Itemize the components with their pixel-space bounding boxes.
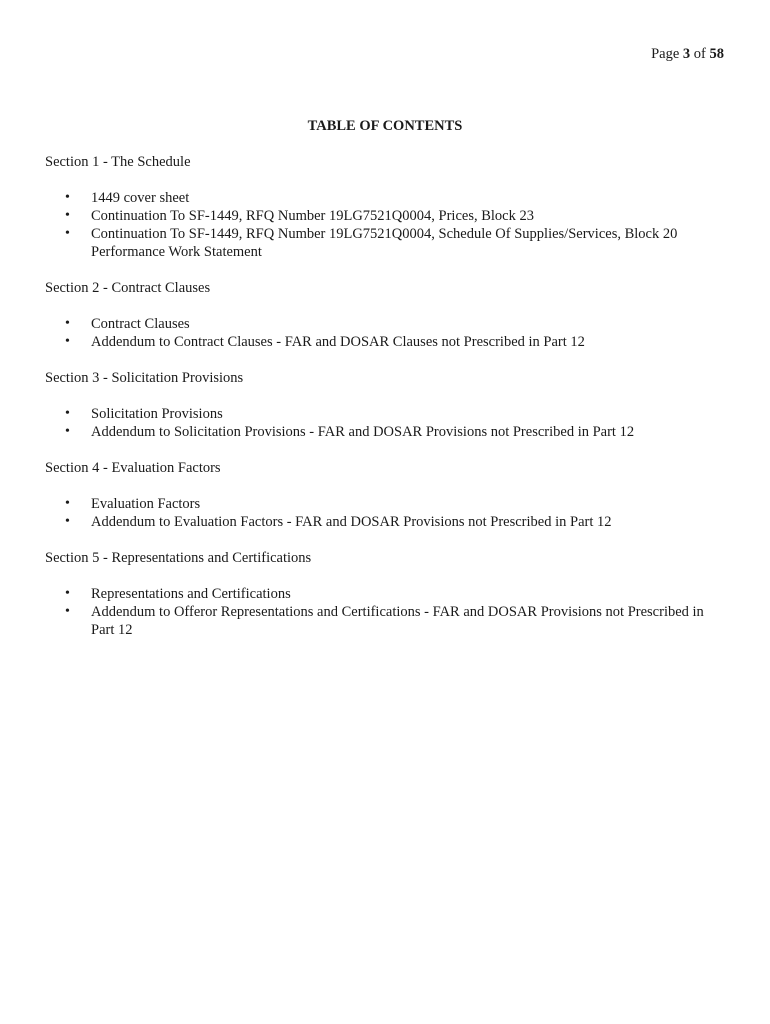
bullet-icon: •	[65, 316, 70, 331]
bullet-icon: •	[65, 226, 70, 241]
list-item-text: Evaluation Factors	[91, 496, 201, 512]
section-heading[interactable]: Section 3 - Solicitation Provisions	[45, 370, 244, 386]
bullet-icon: •	[65, 424, 70, 439]
bullet-icon: •	[65, 586, 70, 601]
bullet-icon: •	[65, 190, 70, 205]
section-items	[45, 189, 725, 261]
bullet-icon: •	[65, 208, 70, 223]
list-item[interactable]	[45, 585, 725, 603]
list-item[interactable]	[45, 207, 725, 225]
bullet-icon: •	[65, 514, 70, 529]
toc-section-1	[45, 153, 725, 261]
section-items	[45, 405, 725, 441]
list-item-text: Representations and Certifications	[91, 586, 291, 602]
section-heading[interactable]: Section 4 - Evaluation Factors	[45, 460, 221, 476]
list-item-text: 1449 cover sheet	[91, 190, 190, 206]
bullet-icon: •	[65, 334, 70, 349]
page-number	[651, 46, 724, 63]
list-item-text: Addendum to Solicitation Provisions - FAR and DOSAR Provisions not Prescribed in Part 12	[91, 424, 635, 440]
list-item[interactable]	[45, 513, 725, 531]
list-item[interactable]	[45, 225, 725, 261]
page-prefix: Page	[651, 46, 680, 62]
page-of: of	[693, 46, 706, 62]
page-current: 3	[682, 46, 691, 62]
section-items	[45, 585, 725, 639]
section-heading[interactable]: Section 5 - Representations and Certifications	[45, 550, 312, 566]
toc-section-4	[45, 459, 725, 531]
bullet-icon: •	[65, 496, 70, 511]
list-item[interactable]	[45, 603, 725, 639]
list-item[interactable]	[45, 495, 725, 513]
list-item-text: Continuation To SF-1449, RFQ Number 19LG7521Q0004, Schedule Of Supplies/Services, Block 20 Performance Work Statement	[91, 226, 678, 260]
list-item[interactable]	[45, 189, 725, 207]
section-heading[interactable]: Section 2 - Contract Clauses	[45, 280, 211, 296]
list-item[interactable]	[45, 405, 725, 423]
list-item[interactable]	[45, 333, 725, 351]
list-item[interactable]	[45, 315, 725, 333]
bullet-icon: •	[65, 406, 70, 421]
list-item-text: Addendum to Contract Clauses - FAR and DOSAR Clauses not Prescribed in Part 12	[91, 334, 585, 350]
list-item-text: Addendum to Offeror Representations and Certifications - FAR and DOSAR Provisions not Prescribed in Part 12	[91, 604, 704, 638]
section-items	[45, 495, 725, 531]
bullet-icon: •	[65, 604, 70, 619]
list-item-text: Contract Clauses	[91, 316, 190, 332]
table-of-contents	[45, 153, 725, 657]
toc-section-5	[45, 549, 725, 639]
list-item-text: Solicitation Provisions	[91, 406, 223, 422]
list-item-text: Continuation To SF-1449, RFQ Number 19LG7521Q0004, Prices, Block 23	[91, 208, 534, 224]
list-item[interactable]	[45, 423, 725, 441]
section-heading[interactable]: Section 1 - The Schedule	[45, 154, 191, 170]
section-items	[45, 315, 725, 351]
toc-title: TABLE OF CONTENTS	[307, 118, 463, 134]
page-total: 58	[709, 46, 724, 62]
list-item-text: Addendum to Evaluation Factors - FAR and DOSAR Provisions not Prescribed in Part 12	[91, 514, 612, 530]
toc-section-3	[45, 369, 725, 441]
toc-section-2	[45, 279, 725, 351]
